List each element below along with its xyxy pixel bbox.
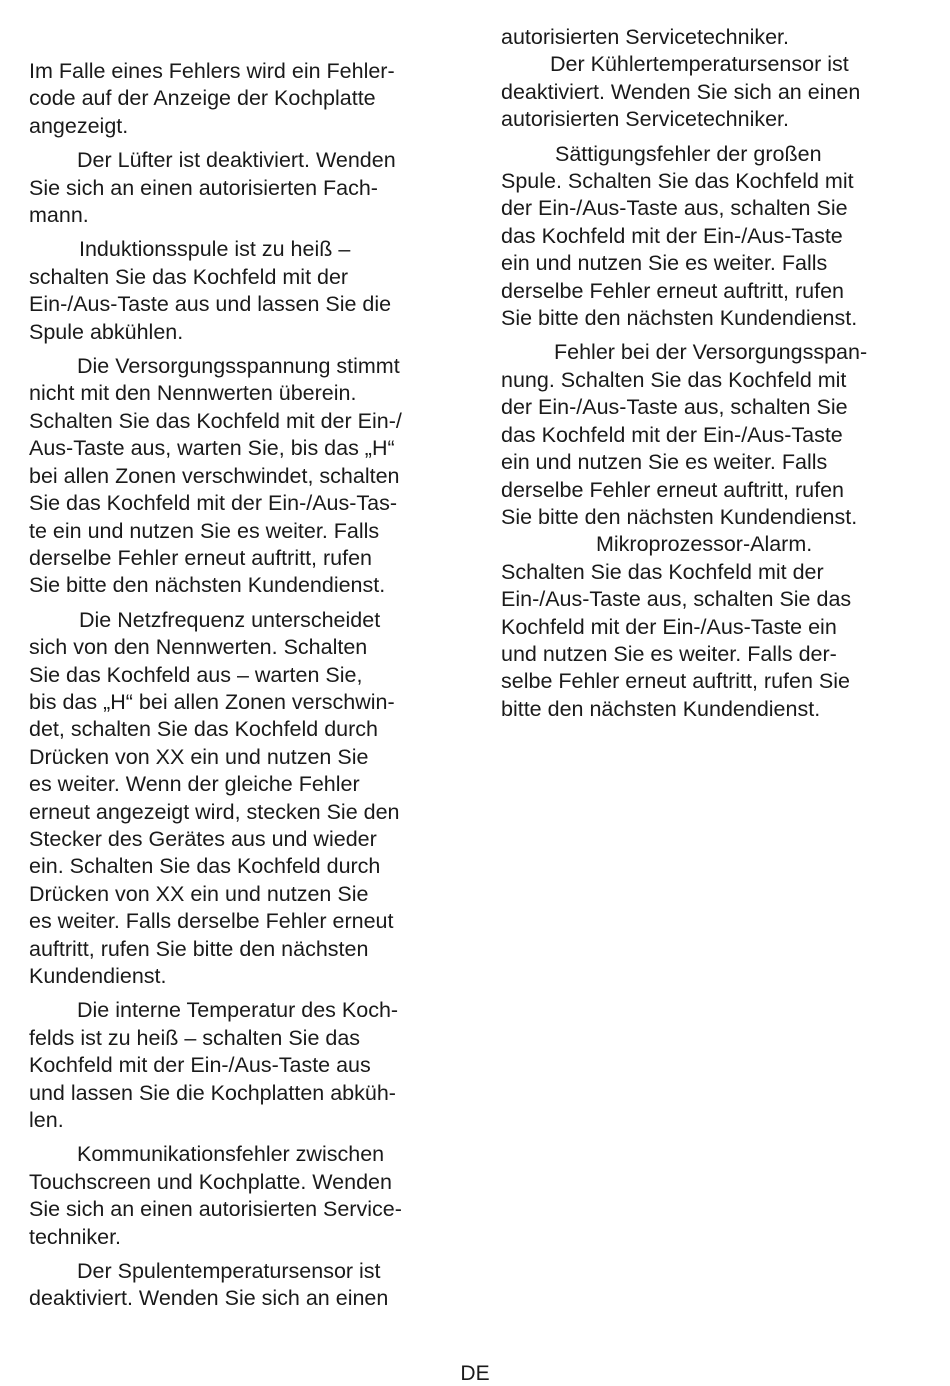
error-paragraph	[501, 531, 931, 723]
text-line: Kochfeld mit der Ein-/Aus-Taste ein	[501, 614, 837, 639]
text-line: Touchscreen und Kochplatte. Wenden	[29, 1169, 392, 1194]
text-line: deaktiviert. Wenden Sie sich an einen	[29, 1286, 389, 1311]
text-line: ein und nutzen Sie es weiter. Falls	[501, 450, 828, 475]
text-line: Der Lüfter ist deaktiviert. Wenden	[77, 148, 396, 173]
text-line: Ein-/Aus-Taste aus und lassen Sie die	[29, 292, 392, 317]
text-line: und nutzen Sie es weiter. Falls der-	[501, 641, 837, 666]
text-line: angezeigt.	[29, 113, 129, 138]
error-paragraph	[29, 147, 469, 229]
text-line: Sie das Kochfeld mit der Ein-/Aus-Tas-	[29, 491, 398, 516]
text-line: selbe Fehler erneut auftritt, rufen Sie	[501, 669, 850, 694]
page-footer-language: DE	[460, 1362, 490, 1385]
text-line: derselbe Fehler erneut auftritt, rufen	[29, 545, 372, 570]
error-paragraph	[501, 339, 931, 531]
text-line: Schalten Sie das Kochfeld mit der	[501, 559, 824, 584]
text-line: autorisierten Servicetechniker.	[501, 25, 790, 49]
text-line: Stecker des Gerätes aus und wieder	[29, 826, 377, 851]
text-line: code auf der Anzeige der Kochplatte	[29, 86, 376, 111]
text-line: Sie bitte den nächsten Kundendienst.	[501, 306, 858, 331]
text-line: Kundendienst.	[29, 964, 167, 988]
error-paragraph	[501, 24, 931, 51]
text-line: der Ein-/Aus-Taste aus, schalten Sie	[501, 196, 848, 221]
text-line: Sie bitte den nächsten Kundendienst.	[29, 573, 386, 598]
text-line: der Ein-/Aus-Taste aus, schalten Sie	[501, 395, 848, 420]
text-line: auftritt, rufen Sie bitte den nächsten	[29, 936, 369, 961]
text-line: Mikroprozessor-Alarm.	[596, 532, 813, 557]
text-line: bitte den nächsten Kundendienst.	[501, 696, 821, 721]
error-paragraph	[29, 997, 469, 1134]
text-line: das Kochfeld mit der Ein-/Aus-Taste	[501, 223, 843, 248]
text-line: Aus-Taste aus, warten Sie, bis das „H“	[29, 436, 395, 461]
text-line: Induktionsspule ist zu heiß –	[79, 237, 351, 262]
text-line: Der Spulentemperatursensor ist	[77, 1259, 381, 1284]
text-line: Sie das Kochfeld aus – warten Sie,	[29, 662, 363, 687]
text-line: sich von den Nennwerten. Schalten	[29, 635, 368, 660]
text-line: Schalten Sie das Kochfeld mit der Ein-/	[29, 408, 402, 433]
text-line: Sie sich an einen autorisierten Service-	[29, 1197, 402, 1222]
text-line: bis das „H“ bei allen Zonen verschwin-	[29, 689, 395, 714]
error-paragraph	[29, 353, 469, 600]
text-line: te ein und nutzen Sie es weiter. Falls	[29, 518, 380, 543]
text-line: Ein-/Aus-Taste aus, schalten Sie das	[501, 587, 852, 612]
text-line: ein und nutzen Sie es weiter. Falls	[501, 251, 828, 276]
text-line: es weiter. Falls derselbe Fehler erneut	[29, 909, 394, 934]
error-paragraph	[29, 236, 469, 346]
right-column	[501, 24, 931, 730]
text-line: derselbe Fehler erneut auftritt, rufen	[501, 278, 844, 303]
text-line: ein. Schalten Sie das Kochfeld durch	[29, 854, 381, 879]
text-line: Sättigungsfehler der großen	[555, 141, 822, 166]
text-line: und lassen Sie die Kochplatten abküh-	[29, 1080, 396, 1105]
error-paragraph	[29, 607, 469, 991]
text-line: deaktiviert. Wenden Sie sich an einen	[501, 79, 861, 104]
text-line: felds ist zu heiß – schalten Sie das	[29, 1025, 361, 1050]
text-line: Drücken von XX ein und nutzen Sie	[29, 881, 369, 906]
text-line: det, schalten Sie das Kochfeld durch	[29, 717, 378, 742]
text-line: erneut angezeigt wird, stecken Sie den	[29, 799, 400, 824]
text-line: techniker.	[29, 1224, 122, 1249]
text-line: mann.	[29, 203, 89, 228]
text-line: Im Falle eines Fehlers wird ein Fehler-	[29, 59, 395, 83]
error-paragraph	[29, 1258, 469, 1313]
text-line: schalten Sie das Kochfeld mit der	[29, 264, 349, 289]
text-line: nung. Schalten Sie das Kochfeld mit	[501, 367, 847, 392]
text-line: Der Kühlertemperatursensor ist	[550, 52, 849, 77]
text-line: nicht mit den Nennwerten überein.	[29, 381, 357, 406]
text-line: Die Versorgungsspannung stimmt	[77, 354, 400, 379]
text-line: Kommunikationsfehler zwischen	[77, 1142, 385, 1167]
text-line: Sie sich an einen autorisierten Fach-	[29, 175, 378, 200]
text-line: Spule abkühlen.	[29, 319, 184, 344]
text-line: Spule. Schalten Sie das Kochfeld mit	[501, 169, 854, 194]
left-column	[29, 58, 469, 1320]
text-line: bei allen Zonen verschwindet, schalten	[29, 463, 400, 488]
text-line: es weiter. Wenn der gleiche Fehler	[29, 772, 360, 797]
text-line: Die Netzfrequenz unterscheidet	[79, 607, 381, 632]
error-paragraph	[29, 58, 469, 140]
text-line: Kochfeld mit der Ein-/Aus-Taste aus	[29, 1053, 371, 1078]
error-paragraph	[29, 1141, 469, 1251]
text-line: derselbe Fehler erneut auftritt, rufen	[501, 477, 844, 502]
text-line: das Kochfeld mit der Ein-/Aus-Taste	[501, 422, 843, 447]
text-line: autorisierten Servicetechniker.	[501, 107, 790, 132]
text-line: Drücken von XX ein und nutzen Sie	[29, 744, 369, 769]
text-line: Sie bitte den nächsten Kundendienst.	[501, 504, 858, 529]
text-line: Fehler bei der Versorgungsspan-	[554, 340, 868, 365]
error-paragraph	[501, 141, 931, 333]
error-paragraph	[501, 51, 931, 133]
text-line: len.	[29, 1108, 64, 1133]
text-line: Die interne Temperatur des Koch-	[77, 998, 399, 1023]
